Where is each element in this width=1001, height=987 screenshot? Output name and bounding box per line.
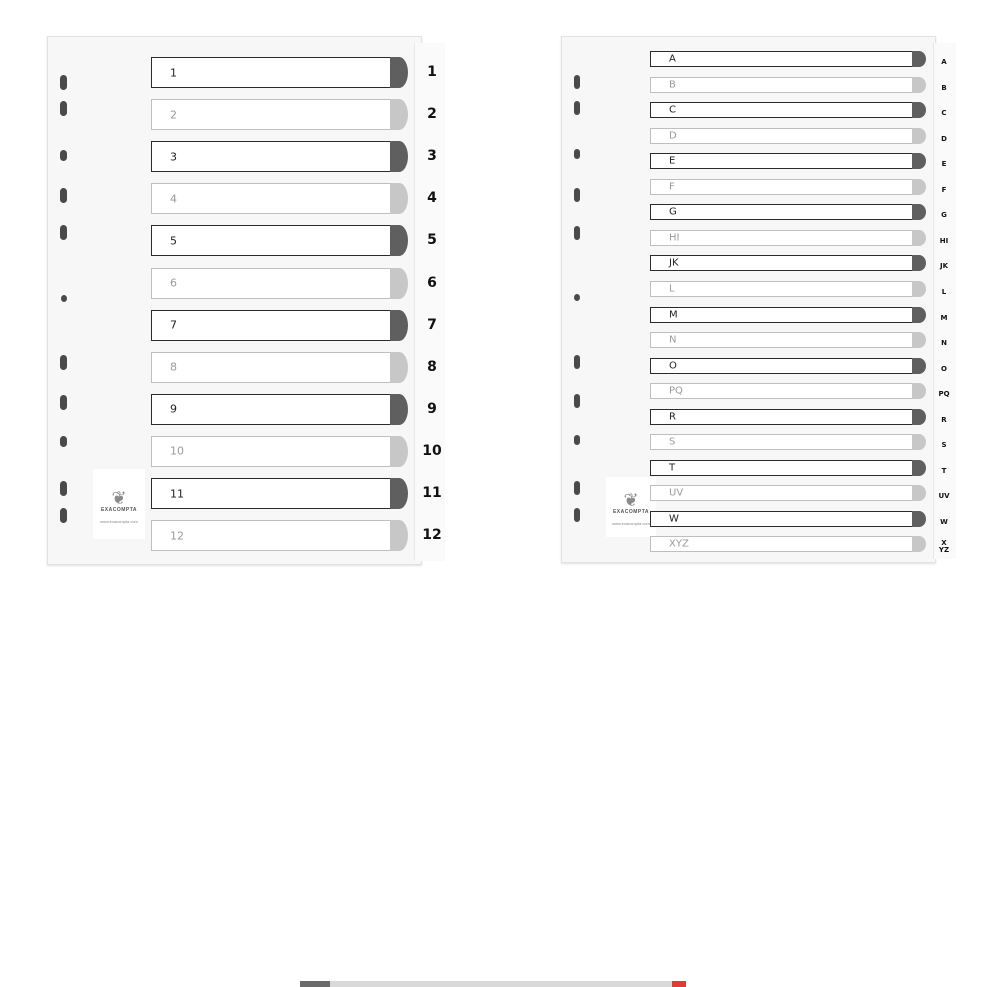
numeric-divider-row [151, 99, 408, 130]
numeric-divider-row [151, 225, 408, 256]
alpha-field-label: G [669, 206, 677, 218]
punch-hole [60, 481, 67, 496]
alpha-divider-row [650, 230, 927, 246]
numeric-tab-label[interactable]: 6 [427, 274, 437, 291]
alpha-field-label: JK [669, 257, 679, 269]
alpha-divider-row [650, 536, 927, 552]
alpha-tab-cap [912, 460, 926, 476]
punch-hole [574, 294, 580, 301]
numeric-tab-cap [390, 352, 408, 383]
numeric-tab-label[interactable]: 10 [422, 442, 442, 459]
punch-hole [574, 226, 580, 240]
alpha-field-label: B [669, 79, 676, 91]
numeric-field [151, 478, 393, 509]
alpha-tab-cap [912, 128, 926, 144]
alpha-field [650, 460, 916, 476]
punch-hole [574, 394, 580, 408]
alpha-tab-label[interactable]: W [940, 517, 948, 526]
alpha-field [650, 307, 916, 323]
numeric-field-label: 2 [170, 108, 177, 122]
alpha-divider-row [650, 485, 927, 501]
numeric-field [151, 436, 393, 467]
numeric-divider-row [151, 478, 408, 509]
numeric-field [151, 520, 393, 551]
numeric-tab-cap [390, 183, 408, 214]
alpha-divider-row [650, 281, 927, 297]
alpha-divider-row [650, 51, 927, 67]
alpha-tab-cap [912, 511, 926, 527]
punch-hole [574, 101, 580, 115]
logo-brand: EXACOMPTA [612, 509, 650, 515]
numeric-tab-label[interactable]: 8 [427, 358, 437, 375]
numeric-field [151, 268, 393, 299]
alpha-field [650, 230, 916, 246]
alpha-field [650, 536, 916, 552]
numeric-tab-label[interactable]: 12 [422, 527, 442, 544]
punch-hole [60, 150, 67, 161]
alpha-divider-row [650, 179, 927, 195]
logo-url: www.exacompta.com [612, 521, 650, 526]
alpha-field [650, 204, 916, 220]
alpha-field-label: F [669, 181, 675, 193]
logo-block [606, 477, 656, 537]
punch-hole [60, 225, 67, 240]
alpha-tab-cap [912, 179, 926, 195]
alpha-field-label: S [669, 436, 676, 448]
alpha-field-label: UV [669, 487, 684, 499]
numeric-field-label: 10 [170, 444, 184, 458]
alpha-field-label: PQ [669, 385, 683, 397]
numeric-field-label: 12 [170, 529, 184, 543]
numeric-divider-row [151, 57, 408, 88]
punch-hole [574, 355, 580, 369]
numeric-divider-row [151, 436, 408, 467]
punch-hole [574, 481, 580, 495]
alpha-divider-row [650, 383, 927, 399]
punch-hole [60, 355, 67, 370]
alpha-field-label: N [669, 334, 677, 346]
alpha-divider-row [650, 128, 927, 144]
punch-hole [60, 101, 67, 116]
alpha-field-label: D [669, 130, 677, 142]
alpha-tab-label[interactable]: O [941, 364, 947, 373]
numeric-field [151, 394, 393, 425]
alpha-field [650, 77, 916, 93]
numeric-divider-row [151, 352, 408, 383]
alpha-tab-cap [912, 434, 926, 450]
numeric-field [151, 310, 393, 341]
alpha-field [650, 255, 916, 271]
numeric-tab-cap [390, 520, 408, 551]
alpha-field [650, 51, 916, 67]
product-strip-accent [672, 981, 686, 987]
alpha-tab-cap [912, 307, 926, 323]
numeric-divider-row [151, 310, 408, 341]
alpha-field-label: T [669, 462, 676, 474]
alpha-field-label: XYZ [669, 538, 689, 550]
logo [93, 489, 145, 524]
numeric-field [151, 99, 393, 130]
punch-hole [60, 75, 67, 90]
numeric-tab-cap [390, 310, 408, 341]
alpha-tab-label[interactable]: B [941, 83, 947, 92]
alpha-divider-row [650, 307, 927, 323]
alpha-tab-label[interactable]: G [941, 211, 947, 220]
alpha-divider-row [650, 255, 927, 271]
alpha-field-label: M [669, 309, 678, 320]
numeric-field [151, 141, 393, 172]
alpha-field [650, 128, 916, 144]
numeric-field [151, 352, 393, 383]
alpha-tab-label[interactable]: L [941, 287, 947, 296]
numeric-field [151, 225, 393, 256]
alpha-field-label: A [669, 53, 676, 65]
alpha-tab-cap [912, 230, 926, 246]
logo-block [93, 469, 145, 539]
alpha-tab-label[interactable]: UV [938, 492, 950, 501]
numeric-tab-cap [390, 99, 408, 130]
alpha-tab-label[interactable]: S [941, 441, 947, 450]
numeric-field-label: 3 [170, 150, 177, 164]
alpha-divider-row [650, 153, 927, 169]
exacompta-logo-icon: ❦ [111, 488, 127, 508]
numeric-divider-row [151, 183, 408, 214]
numeric-tab-label[interactable]: 11 [422, 485, 442, 501]
numeric-field-label: 8 [170, 360, 177, 374]
numeric-field-label: 5 [170, 234, 177, 248]
alpha-tab-cap [912, 102, 926, 118]
alpha-tab-cap [912, 409, 926, 425]
alpha-tab-cap [912, 383, 926, 399]
alpha-field [650, 409, 916, 425]
alpha-tab-cap [912, 281, 926, 297]
punch-hole [574, 75, 580, 89]
numeric-field [151, 183, 393, 214]
numeric-field-label: 1 [170, 66, 177, 79]
numeric-tab-cap [390, 436, 408, 467]
alpha-field-label: L [669, 283, 675, 295]
numeric-tab-cap [390, 478, 408, 509]
numeric-divider-row [151, 394, 408, 425]
alpha-tab-label[interactable]: R [941, 415, 947, 424]
alpha-tab-label[interactable]: F [941, 185, 947, 194]
alpha-tab-label[interactable]: JK [939, 262, 949, 271]
alpha-divider-row [650, 409, 927, 425]
alpha-tab-strip [933, 43, 956, 559]
alpha-divider-row [650, 332, 927, 348]
alpha-tab-label[interactable]: PQ [938, 390, 950, 399]
exacompta-logo-icon: ❦ [623, 490, 639, 510]
punch-hole [60, 508, 67, 523]
alpha-field [650, 179, 916, 195]
logo [606, 491, 656, 526]
alpha-field [650, 153, 916, 169]
alpha-tab-cap [912, 51, 926, 67]
logo-brand: EXACOMPTA [100, 507, 138, 513]
alpha-tab-cap [912, 358, 926, 374]
numeric-field-label: 7 [170, 318, 177, 332]
alpha-divider-row [650, 102, 927, 118]
alpha-tab-label[interactable]: E [941, 160, 947, 169]
alpha-tab-label[interactable]: A [941, 58, 947, 66]
punch-hole [574, 435, 580, 445]
numeric-field-label: 4 [170, 192, 177, 206]
numeric-divider-row [151, 268, 408, 299]
alpha-field [650, 102, 916, 118]
alpha-field [650, 281, 916, 297]
alpha-field-label: HI [669, 232, 680, 244]
alpha-field [650, 358, 916, 374]
alpha-tab-label[interactable]: C [941, 109, 947, 118]
alpha-field-label: C [669, 104, 676, 116]
punch-hole [61, 295, 67, 302]
alpha-tab-label[interactable]: X YZ [938, 539, 950, 555]
alpha-divider-row [650, 434, 927, 450]
alpha-tab-cap [912, 77, 926, 93]
alpha-tab-cap [912, 536, 926, 552]
alpha-field [650, 485, 916, 501]
alpha-field-label: W [669, 513, 679, 525]
alpha-tab-label[interactable]: M [940, 313, 948, 322]
alpha-tab-label[interactable]: N [941, 339, 947, 348]
numeric-tab-label[interactable]: 7 [427, 316, 437, 333]
numeric-tab-cap [390, 141, 408, 172]
numeric-field [151, 57, 393, 88]
punch-hole [574, 188, 580, 202]
alpha-divider-row [650, 358, 927, 374]
alpha-field [650, 511, 916, 527]
numeric-tab-cap [390, 394, 408, 425]
punch-hole [574, 149, 580, 159]
alpha-divider-row [650, 460, 927, 476]
alpha-field-label: O [669, 360, 677, 372]
alpha-divider-row [650, 511, 927, 527]
product-strip-cap [300, 981, 330, 987]
alpha-field [650, 434, 916, 450]
punch-hole [60, 436, 67, 447]
alpha-field-label: E [669, 155, 676, 167]
alpha-tab-label[interactable]: HI [939, 236, 949, 245]
alpha-tab-cap [912, 485, 926, 501]
numeric-tab-cap [390, 225, 408, 256]
numeric-tab-label[interactable]: 3 [427, 148, 437, 165]
numeric-field-label: 6 [170, 276, 177, 290]
alpha-divider-row [650, 77, 927, 93]
numeric-tab-cap [390, 57, 408, 88]
punch-hole [60, 188, 67, 203]
alpha-divider-row [650, 204, 927, 220]
punch-hole [574, 508, 580, 522]
numeric-tab-label[interactable]: 4 [427, 190, 437, 207]
numeric-divider-row [151, 520, 408, 551]
numeric-tab-label[interactable]: 5 [427, 232, 437, 249]
numeric-tab-label[interactable]: 1 [427, 64, 437, 80]
alpha-field [650, 332, 916, 348]
numeric-divider-row [151, 141, 408, 172]
alpha-field-label: R [669, 411, 676, 423]
alpha-tab-cap [912, 332, 926, 348]
alpha-tab-label[interactable]: T [941, 466, 947, 475]
alpha-tab-cap [912, 255, 926, 271]
alpha-field [650, 383, 916, 399]
alpha-tab-cap [912, 204, 926, 220]
numeric-tab-label[interactable]: 2 [427, 106, 437, 123]
numeric-tab-cap [390, 268, 408, 299]
numeric-field-label: 9 [170, 402, 177, 416]
punch-hole [60, 395, 67, 410]
product-strip [300, 981, 686, 987]
logo-url: www.exacompta.com [100, 519, 138, 524]
numeric-tab-label[interactable]: 9 [427, 400, 437, 417]
numeric-field-label: 11 [170, 487, 184, 500]
alpha-tab-cap [912, 153, 926, 169]
alpha-tab-label[interactable]: D [941, 134, 947, 143]
